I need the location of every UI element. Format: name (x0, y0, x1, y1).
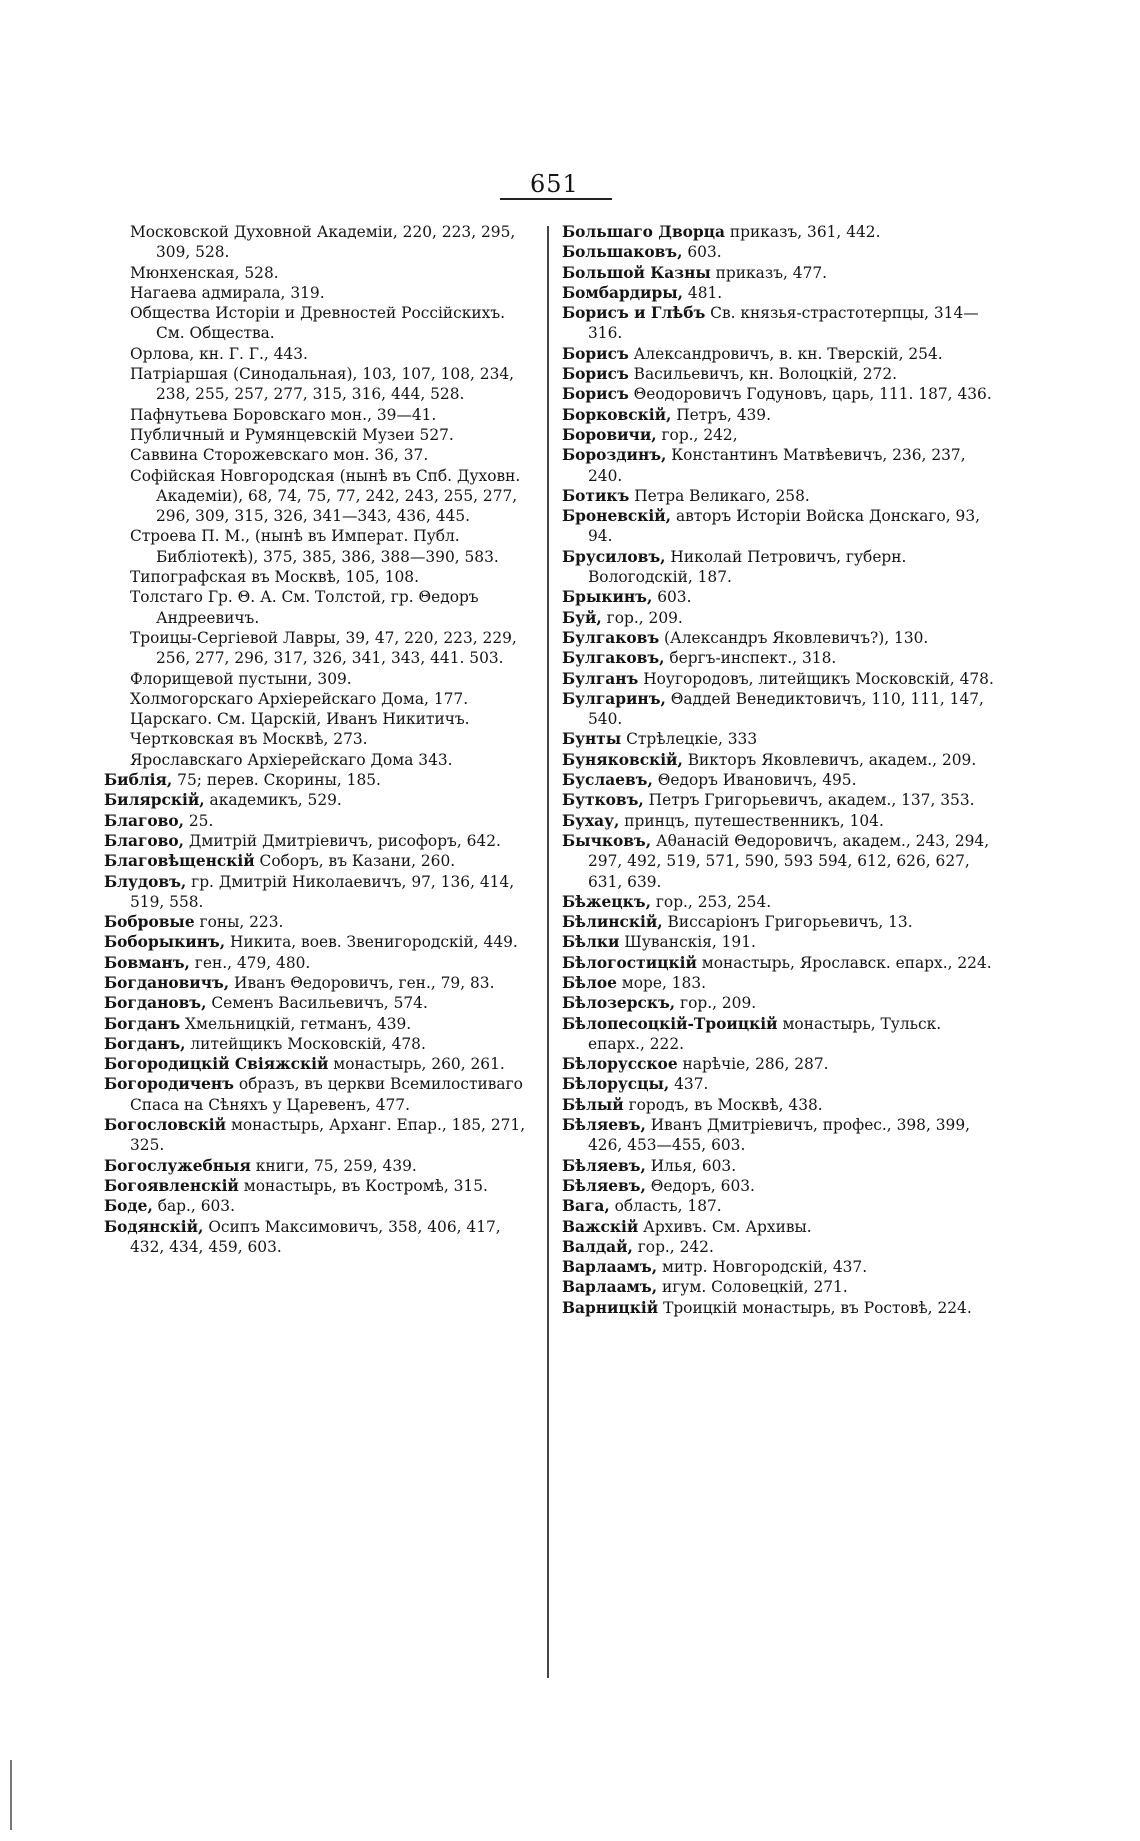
index-entry-headword: Буслаевъ, (562, 771, 653, 790)
index-entry-text: Шуванскія, 191. (619, 933, 756, 952)
index-entry (562, 1237, 994, 1257)
index-entry-text: Патріаршая (Синодальная), 103, 107, 108, 234, 238, 255, 257, 277, 315, 316, 444, 528. (130, 365, 515, 404)
index-entry-text: Никита, воев. Звенигородскій, 449. (225, 933, 518, 952)
index-entry-text: гр. Дмитрій Николаевичъ, 97, 136, 414, 519, 558. (130, 872, 515, 911)
index-entry-text: гор., 209. (601, 608, 683, 627)
index-entry (562, 608, 994, 628)
index-entry-headword: Буй, (562, 608, 602, 627)
index-entry (104, 993, 534, 1013)
index-entry-headword: Бычковъ, (562, 831, 652, 850)
index-entry (104, 1176, 534, 1196)
index-entry-text: академикъ, 529. (204, 791, 342, 810)
index-entry (562, 628, 994, 648)
index-entry-text: ген., 479, 480. (189, 953, 311, 972)
index-entry-text: Холмогорскаго Архіерейскаго Дома, 177. (130, 689, 469, 708)
index-entry-headword: Бѣлогостицкій (562, 953, 697, 972)
index-entry-headword: Богдановичъ, (104, 973, 230, 992)
index-entry-text: Ярославскаго Архіерейскаго Дома 343. (130, 750, 453, 769)
index-entry-text: Иванъ Θедоровичъ, ген., 79, 83. (229, 973, 495, 992)
index-entry-headword: Варлаамъ, (562, 1258, 658, 1277)
index-entry-text: образъ, въ церкви Всемилостиваго Спаса на Сѣняхъ у Царевенъ, 477. (130, 1075, 523, 1114)
index-entry-headword: Бѣлки (562, 933, 620, 952)
index-entry (104, 1115, 534, 1156)
index-entry-text: Иванъ Дмитріевичъ, профес., 398, 399, 426, 453—455, 603. (588, 1116, 971, 1155)
index-entry (104, 973, 534, 993)
index-entry-headword: Борисъ (562, 344, 629, 363)
index-entry-text: бар., 603. (152, 1197, 235, 1216)
index-entry (562, 953, 994, 973)
index-entry-text: Московской Духовной Академіи, 220, 223, 295, 309, 528. (130, 223, 516, 262)
index-entry (562, 303, 994, 344)
index-entry (562, 973, 994, 993)
index-entry (562, 425, 994, 445)
index-entry-headword: Бодянскій, (104, 1217, 204, 1236)
index-entry (104, 831, 534, 851)
index-entry-headword: Большаковъ, (562, 243, 683, 262)
index-entry (562, 1156, 994, 1176)
index-entry (562, 669, 994, 689)
index-entry (104, 790, 534, 810)
column-divider (547, 226, 549, 1678)
index-entry-headword: Бѣлозерскъ, (562, 994, 676, 1013)
index-entry-text: Хмельницкій, гетманъ, 439. (180, 1014, 412, 1033)
index-entry-headword: Варлаамъ, (562, 1278, 658, 1297)
index-entry-headword: Благово, (104, 811, 184, 830)
index-entry (562, 344, 994, 364)
index-entry-text: Публичный и Румянцевскій Музеи 527. (130, 425, 454, 444)
index-entry-text: Ноугородовъ, литейщикъ Московскій, 478. (638, 669, 994, 688)
index-entry-headword: Валдай, (562, 1237, 633, 1256)
index-entry-text: монастырь, Тульск. епарх., 222. (588, 1014, 942, 1053)
index-entry-text: гор., 253, 254. (650, 892, 772, 911)
page-number: 651 (530, 170, 579, 198)
index-entry-text: Саввина Сторожевскаго мон. 36, 37. (130, 446, 429, 465)
index-entry-headword: Бѣлорусское (562, 1055, 678, 1074)
index-entry (104, 303, 534, 344)
index-entry (562, 445, 994, 486)
index-entry-text: городъ, въ Москвѣ, 438. (623, 1095, 823, 1114)
index-entry (562, 587, 994, 607)
index-entry (104, 405, 534, 425)
index-entry-headword: Важскій (562, 1217, 639, 1236)
index-entry-text: гор., 242, (656, 425, 738, 444)
index-entry (104, 263, 534, 283)
index-entry (562, 790, 994, 810)
index-entry (104, 567, 534, 587)
index-entry-text: принцъ, путешественникъ, 104. (619, 811, 884, 830)
index-entry (104, 851, 534, 871)
index-entry-headword: Бѣлый (562, 1095, 624, 1114)
index-entry (562, 912, 994, 932)
index-entry (104, 709, 534, 729)
index-entry-text: Петръ Григорьевичъ, академ., 137, 353. (643, 791, 975, 810)
index-entry (562, 1277, 994, 1297)
index-entry-headword: Богоявленскій (104, 1176, 239, 1195)
index-entry-headword: Булганъ (562, 669, 639, 688)
index-entry-text: монастырь, Ярославск. епарх., 224. (696, 953, 992, 972)
index-entry (562, 1217, 994, 1237)
index-entry-headword: Булгаринъ, (562, 689, 666, 708)
index-entry-text: Θеодоровичъ Годуновъ, царь, 111. 187, 436. (628, 385, 992, 404)
index-entry-text: монастырь, 260, 261. (328, 1055, 505, 1074)
index-entry-text: авторъ Исторіи Войска Донскаго, 93, 94. (588, 507, 981, 546)
index-entry (104, 669, 534, 689)
index-entry (104, 953, 534, 973)
index-entry-text: Нагаева адмирала, 319. (130, 283, 325, 302)
index-entry-text: море, 183. (616, 973, 707, 992)
index-entry-headword: Броневскій, (562, 507, 672, 526)
index-entry-text: Дмитрій Дмитріевичъ, рисофоръ, 642. (184, 831, 501, 850)
index-entry (104, 1074, 534, 1115)
index-entry-headword: Бѣляевъ, (562, 1156, 646, 1175)
index-entry-text: Строева П. М., (нынѣ въ Императ. Публ. Библіотекѣ), 375, 385, 386, 388—390, 583. (130, 527, 499, 566)
index-entry-text: Толстаго Гр. Θ. А. См. Толстой, гр. Θедоръ Андреевичъ. (130, 588, 479, 627)
index-entry (104, 628, 534, 669)
index-entry (562, 811, 994, 831)
index-entry (562, 222, 994, 242)
index-entry-headword: Ботикъ (562, 486, 630, 505)
index-entry-text: 603. (652, 588, 692, 607)
index-entry-text: Константинъ Матвѣевичъ, 236, 237, 240. (588, 446, 966, 485)
index-entry-headword: Блудовъ, (104, 872, 187, 891)
index-entry-text: Софійская Новгородская (нынѣ въ Спб. Духовн. Академіи), 68, 74, 75, 77, 242, 243, 255, 277, 296, 309, 315, 326, 341—343, 436, 445. (130, 466, 521, 526)
index-entry-headword: Варницкій (562, 1298, 659, 1317)
index-entry (562, 547, 994, 588)
index-entry-headword: Благово, (104, 831, 184, 850)
index-entry-headword: Бомбардиры, (562, 283, 684, 302)
index-entry-text: Васильевичъ, кн. Волоцкій, 272. (628, 365, 898, 384)
index-entry-headword: Богданъ, (104, 1034, 186, 1053)
index-entry-text: Типографская въ Москвѣ, 105, 108. (130, 568, 419, 587)
index-entry (562, 486, 994, 506)
index-entry-headword: Бороздинъ, (562, 446, 667, 465)
index-entry-text: Викторъ Яковлевичъ, академ., 209. (682, 750, 977, 769)
index-entry-headword: Бѣжецкъ, (562, 892, 651, 911)
index-entry-text: игум. Соловецкій, 271. (657, 1278, 848, 1297)
index-entry-headword: Булгаковъ (562, 628, 660, 647)
index-entry-text: 603. (682, 243, 722, 262)
index-entry (104, 811, 534, 831)
index-entry-headword: Борисъ и Глѣбъ (562, 304, 706, 323)
index-entry-headword: Бовманъ, (104, 953, 190, 972)
index-entry (562, 729, 994, 749)
index-entry (562, 1196, 994, 1216)
index-entry (104, 364, 534, 405)
index-entry (562, 831, 994, 892)
index-entry (562, 405, 994, 425)
index-entry (562, 648, 994, 668)
index-entry (104, 466, 534, 527)
index-entry-text: Θедоръ Ивановичъ, 495. (652, 771, 857, 790)
index-column-right (562, 222, 994, 1318)
index-entry-headword: Боборыкинъ, (104, 933, 226, 952)
header-rule (500, 198, 612, 200)
index-entry-text: Петра Великаго, 258. (629, 486, 810, 505)
index-entry-headword: Богородиченъ (104, 1075, 234, 1094)
index-entry (104, 750, 534, 770)
index-entry (562, 770, 994, 790)
index-entry (562, 1014, 994, 1055)
index-entry-headword: Борисъ (562, 385, 629, 404)
index-entry (104, 689, 534, 709)
index-entry-headword: Бѣлое (562, 973, 617, 992)
index-entry-headword: Богородицкій Свіяжскій (104, 1055, 329, 1074)
index-entry-text: Царскаго. См. Царскій, Иванъ Никитичъ. (130, 710, 470, 729)
index-entry-text: Илья, 603. (645, 1156, 737, 1175)
index-entry (104, 1156, 534, 1176)
index-entry (562, 1115, 994, 1156)
index-entry-headword: Бѣлопесоцкій-Троицкій (562, 1014, 778, 1033)
index-entry (104, 872, 534, 913)
index-entry-text: Семенъ Васильевичъ, 574. (206, 994, 428, 1013)
index-entry-text: митр. Новгородскій, 437. (657, 1258, 868, 1277)
index-entry-text: Орлова, кн. Г. Г., 443. (130, 344, 308, 363)
index-entry-headword: Бѣляевъ, (562, 1176, 646, 1195)
index-entry-text: Петръ, 439. (671, 405, 771, 424)
index-entry-text: Общества Исторіи и Древностей Россійскихъ. См. Общества. (130, 304, 506, 343)
index-entry (104, 1014, 534, 1034)
index-entry-text: Мюнхенская, 528. (130, 263, 279, 282)
index-entry (104, 729, 534, 749)
index-entry-headword: Богослужебныя (104, 1156, 251, 1175)
index-entry-text: Θаддей Венедиктовичъ, 110, 111, 147, 540. (588, 689, 984, 729)
index-entry-text: гор., 209. (675, 994, 757, 1013)
index-entry-text: 75; перев. Скорины, 185. (172, 771, 381, 790)
index-entry (104, 1196, 534, 1216)
index-entry-text: литейщикъ Московскій, 478. (185, 1034, 426, 1053)
index-column-left (104, 222, 534, 1257)
index-entry-text: Осипъ Максимовичъ, 358, 406, 417, 432, 434, 459, 603. (130, 1217, 501, 1256)
index-entry-text: приказъ, 477. (710, 263, 828, 282)
index-entry-headword: Билярскій, (104, 791, 205, 810)
index-entry (562, 1095, 994, 1115)
index-entry (104, 770, 534, 790)
index-entry-text: Пафнутьева Боровскаго мон., 39—41. (130, 405, 437, 424)
index-entry-headword: Бѣлорусцы, (562, 1075, 670, 1094)
index-entry (104, 526, 534, 567)
index-entry-text: 25. (184, 811, 214, 830)
index-entry-text: Архивъ. См. Архивы. (638, 1217, 812, 1236)
index-entry (104, 283, 534, 303)
index-entry (562, 993, 994, 1013)
index-entry-text: Николай Петровичъ, губерн. Вологодскій, 187. (588, 547, 907, 587)
index-entry-headword: Борковскій, (562, 405, 672, 424)
index-entry (104, 912, 534, 932)
index-entry-headword: Бѣляевъ, (562, 1116, 646, 1135)
index-entry-headword: Боде, (104, 1197, 153, 1216)
index-entry-text: Стрѣлецкіе, 333 (621, 730, 758, 749)
index-entry-text: гоны, 223. (194, 913, 284, 932)
index-entry (562, 1074, 994, 1094)
index-entry (104, 445, 534, 465)
index-entry-headword: Большой Казны (562, 263, 711, 282)
index-entry-headword: Благовѣщенскій (104, 852, 255, 871)
index-entry-text: монастырь, въ Костромѣ, 315. (238, 1176, 488, 1195)
index-entry-text: книги, 75, 259, 439. (250, 1156, 417, 1175)
index-entry-text: Чертковская въ Москвѣ, 273. (130, 730, 368, 749)
index-entry (562, 1176, 994, 1196)
index-entry-text: бергъ-инспект., 318. (664, 649, 837, 668)
index-entry-headword: Боровичи, (562, 425, 657, 444)
index-entry (562, 932, 994, 952)
index-entry (562, 283, 994, 303)
index-entry-headword: Борисъ (562, 365, 629, 384)
index-entry (562, 750, 994, 770)
index-entry-text: гор., 242. (632, 1237, 714, 1256)
index-entry (104, 1034, 534, 1054)
index-entry (562, 689, 994, 730)
index-entry-headword: Богословскій (104, 1116, 227, 1135)
index-entry (562, 242, 994, 262)
index-entry (104, 587, 534, 628)
index-entry-text: 481. (683, 283, 723, 302)
index-entry-text: область, 187. (609, 1197, 722, 1216)
index-entry (562, 892, 994, 912)
index-entry (562, 364, 994, 384)
index-entry (104, 425, 534, 445)
index-entry-headword: Бунты (562, 730, 622, 749)
index-entry-text: 437. (669, 1075, 709, 1094)
index-entry (562, 263, 994, 283)
index-entry-text: Флорищевой пустыни, 309. (130, 669, 352, 688)
index-entry-headword: Брыкинъ, (562, 588, 653, 607)
index-entry-text: Соборъ, въ Казани, 260. (254, 852, 456, 871)
index-entry-text: Виссаріонъ Григорьевичъ, 13. (662, 913, 913, 932)
index-entry (562, 384, 994, 404)
index-entry-headword: Бобровые (104, 913, 195, 932)
index-entry-headword: Библія, (104, 771, 173, 790)
index-entry-headword: Бухау, (562, 811, 620, 830)
index-entry (562, 1257, 994, 1277)
index-entry-headword: Большаго Дворца (562, 223, 726, 241)
index-entry-headword: Булгаковъ, (562, 649, 665, 668)
index-entry (104, 1054, 534, 1074)
scan-margin-mark (10, 1760, 12, 1830)
index-entry-text: нарѣчіе, 286, 287. (677, 1055, 829, 1074)
index-entry-text: приказъ, 361, 442. (725, 223, 881, 241)
index-entry-headword: Бѣлинскій, (562, 913, 663, 932)
index-entry (562, 1054, 994, 1074)
index-entry (104, 222, 534, 263)
index-entry-text: Троицкій монастырь, въ Ростовѣ, 224. (658, 1298, 972, 1317)
index-entry-headword: Буняковскій, (562, 750, 683, 769)
index-entry-headword: Бутковъ, (562, 791, 644, 810)
index-entry-text: Александровичъ, в. кн. Тверскій, 254. (628, 344, 943, 363)
index-entry (562, 1298, 994, 1318)
index-entry-text: Св. князья-страстотерпцы, 314—316. (588, 304, 979, 343)
index-entry (562, 506, 994, 547)
index-entry-text: Θедоръ, 603. (645, 1176, 755, 1195)
index-entry-text: монастырь, Арханг. Епар., 185, 271, 325. (130, 1116, 526, 1155)
index-entry-headword: Брусиловъ, (562, 547, 666, 566)
index-entry (104, 932, 534, 952)
index-entry-headword: Вага, (562, 1197, 610, 1216)
index-entry (104, 344, 534, 364)
index-entry (104, 1217, 534, 1258)
index-entry-text: (Александръ Яковлевичъ?), 130. (659, 628, 929, 647)
index-entry-text: Аθанасій Θедоровичъ, академ., 243, 294, 297, 492, 519, 571, 590, 593 594, 612, 626, 627, 631, 639. (588, 831, 990, 891)
index-entry-text: Троицы-Сергіевой Лавры, 39, 47, 220, 223, 229, 256, 277, 296, 317, 326, 341, 343, 441. 503. (130, 628, 517, 668)
index-entry-headword: Богданъ (104, 1014, 181, 1033)
index-entry-headword: Богдановъ, (104, 994, 207, 1013)
